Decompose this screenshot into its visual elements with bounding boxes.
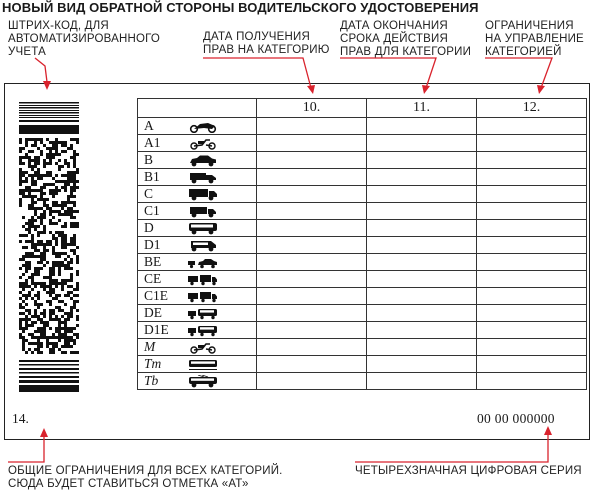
caption-barcode: ШТРИХ-КОД, ДЛЯ АВТОМАТИЗИРОВАННОГО УЧЕТА (8, 20, 161, 58)
cell-col-12 (477, 152, 587, 169)
cell-col-11 (367, 322, 477, 339)
cell-col-11 (367, 288, 477, 305)
cell-col-12 (477, 339, 587, 356)
category-name: C1E (144, 288, 169, 303)
motorcycle-icon (188, 120, 218, 133)
category-cell (138, 305, 257, 322)
cell-col-11 (367, 271, 477, 288)
cell-col-10 (257, 135, 367, 152)
category-cell (138, 271, 257, 288)
caption-general-restrictions: ОБЩИЕ ОГРАНИЧЕНИЯ ДЛЯ ВСЕХ КАТЕГОРИЙ. СЮДА БУДЕТ СТАВИТЬСЯ ОТМЕТКА «АТ» (8, 465, 283, 490)
category-name: Tm (144, 356, 162, 371)
bus-icon (188, 222, 218, 235)
cell-col-10 (257, 118, 367, 135)
category-name: C (144, 186, 154, 201)
cell-col-11 (367, 186, 477, 203)
trolleybus-icon (188, 375, 218, 388)
category-name: M (144, 339, 156, 354)
cell-col-10 (257, 356, 367, 373)
category-cell (138, 186, 257, 203)
category-cell (138, 118, 257, 135)
table-row (138, 339, 587, 356)
cell-col-10 (257, 254, 367, 271)
table-row (138, 203, 587, 220)
category-name: CE (144, 271, 162, 286)
cell-col-12 (477, 203, 587, 220)
column-header-10: 10. (257, 99, 367, 118)
cell-col-10 (257, 237, 367, 254)
table-row (138, 254, 587, 271)
cell-col-11 (367, 373, 477, 390)
cell-col-11 (367, 237, 477, 254)
cell-col-11 (367, 220, 477, 237)
page-title: НОВЫЙ ВИД ОБРАТНОЙ СТОРОНЫ ВОДИТЕЛЬСКОГО УДОСТОВЕРЕНИЯ (2, 0, 479, 15)
cell-col-11 (367, 203, 477, 220)
table-row (138, 305, 587, 322)
category-name: BE (144, 254, 162, 269)
category-cell (138, 373, 257, 390)
category-cell (138, 288, 257, 305)
category-cell (138, 237, 257, 254)
cell-col-10 (257, 152, 367, 169)
table-row (138, 135, 587, 152)
cell-col-12 (477, 169, 587, 186)
cell-col-11 (367, 135, 477, 152)
cell-col-11 (367, 356, 477, 373)
barcode-image (19, 102, 79, 392)
caption-serial: ЧЕТЫРЕХЗНАЧНАЯ ЦИФРОВАЯ СЕРИЯ (355, 465, 582, 477)
cell-col-11 (367, 339, 477, 356)
category-cell (138, 152, 257, 169)
callout-barcode (35, 58, 47, 82)
table-row (138, 322, 587, 339)
table-row (138, 271, 587, 288)
cell-col-12 (477, 373, 587, 390)
cell-col-12 (477, 118, 587, 135)
category-cell (138, 203, 257, 220)
cell-col-10 (257, 203, 367, 220)
cell-col-10 (257, 339, 367, 356)
moped-icon (188, 341, 218, 354)
column-header-category (138, 99, 257, 118)
minibus-trailer-icon (188, 324, 218, 337)
cell-col-10 (257, 271, 367, 288)
category-cell (138, 135, 257, 152)
tram-icon (188, 358, 218, 371)
category-name: B (144, 152, 154, 167)
category-name: A1 (144, 135, 161, 150)
category-name: D (144, 220, 154, 235)
cell-col-12 (477, 271, 587, 288)
table-row (138, 237, 587, 254)
cell-col-11 (367, 305, 477, 322)
cell-col-11 (367, 118, 477, 135)
table-header-row (138, 99, 587, 118)
category-cell (138, 254, 257, 271)
category-cell (138, 339, 257, 356)
truck-icon (188, 188, 218, 201)
caption-restrictions: ОГРАНИЧЕНИЯ НА УПРАВЛЕНИЕ КАТЕГОРИЕЙ (485, 20, 584, 58)
cell-col-11 (367, 169, 477, 186)
table-row (138, 169, 587, 186)
categories-table (137, 98, 587, 390)
scooter-icon (188, 137, 218, 150)
table-row (138, 118, 587, 135)
cell-col-12 (477, 135, 587, 152)
table-row (138, 356, 587, 373)
cell-col-12 (477, 322, 587, 339)
cell-col-10 (257, 373, 367, 390)
category-name: C1 (144, 203, 160, 218)
table-row (138, 186, 587, 203)
cell-col-12 (477, 356, 587, 373)
cell-col-12 (477, 305, 587, 322)
cell-col-10 (257, 288, 367, 305)
cell-col-10 (257, 305, 367, 322)
category-cell (138, 169, 257, 186)
caption-date-expiry: ДАТА ОКОНЧАНИЯ СРОКА ДЕЙСТВИЯ ПРАВ ДЛЯ КАТЕГОРИИ (340, 20, 472, 58)
cell-col-10 (257, 169, 367, 186)
table-row (138, 373, 587, 390)
truck-trailer-icon (188, 273, 218, 286)
small-truck-icon (188, 205, 218, 218)
category-name: B1 (144, 169, 160, 184)
category-cell (138, 220, 257, 237)
cell-col-12 (477, 254, 587, 271)
category-name: Tb (144, 373, 159, 388)
cell-col-12 (477, 186, 587, 203)
table-row (138, 152, 587, 169)
cell-col-11 (367, 152, 477, 169)
light-truck-icon (188, 171, 218, 184)
caption-date-obtained: ДАТА ПОЛУЧЕНИЯ ПРАВ НА КАТЕГОРИЮ (203, 31, 330, 56)
table-row (138, 288, 587, 305)
minibus-icon (188, 239, 218, 252)
category-name: D1E (144, 322, 169, 337)
bus-trailer-icon (188, 307, 218, 320)
field-14-label: 14. (12, 411, 29, 426)
table-row (138, 220, 587, 237)
category-name: A (144, 118, 154, 133)
car-trailer-icon (188, 256, 218, 269)
cell-col-10 (257, 322, 367, 339)
small-truck-trailer-icon (188, 290, 218, 303)
serial-number: 00 00 000000 (477, 411, 555, 426)
cell-col-11 (367, 254, 477, 271)
cell-col-12 (477, 220, 587, 237)
category-cell (138, 322, 257, 339)
column-header-11: 11. (367, 99, 477, 118)
cell-col-12 (477, 288, 587, 305)
cell-col-10 (257, 220, 367, 237)
category-name: D1 (144, 237, 161, 252)
column-header-12: 12. (477, 99, 587, 118)
cell-col-12 (477, 237, 587, 254)
car-icon (188, 154, 218, 167)
category-cell (138, 356, 257, 373)
category-name: DE (144, 305, 162, 320)
cell-col-10 (257, 186, 367, 203)
